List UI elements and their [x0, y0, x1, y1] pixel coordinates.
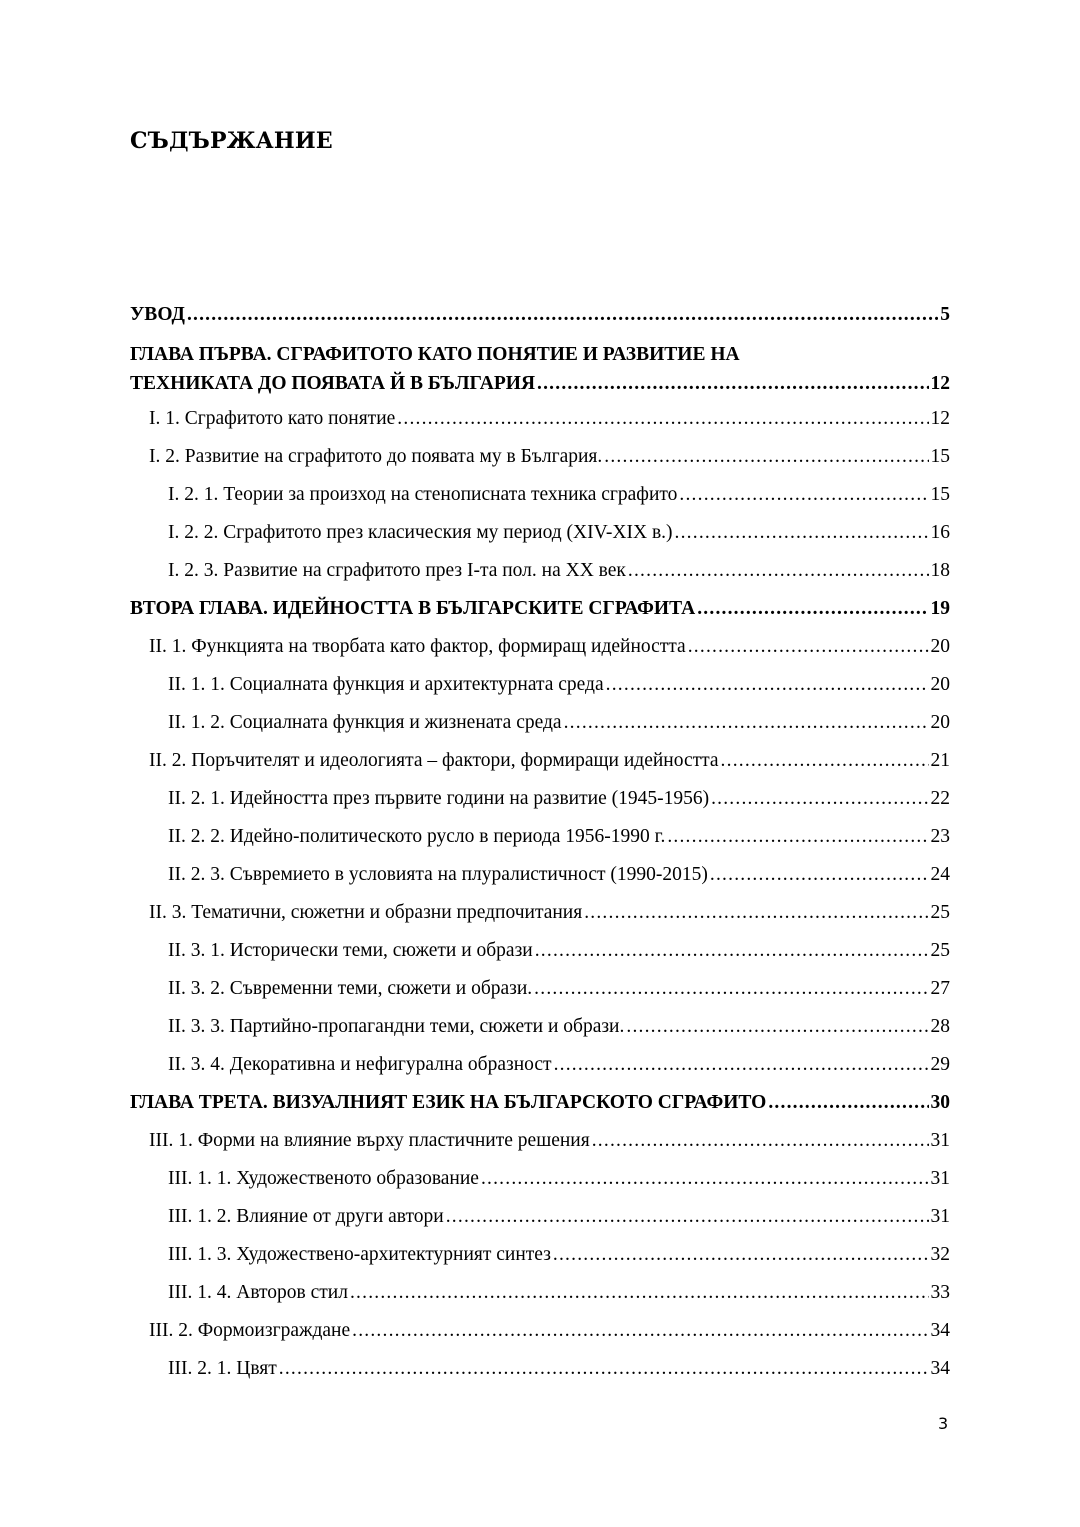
- toc-entry[interactable]: [130, 478, 950, 516]
- toc-entry-page: 28: [930, 1016, 950, 1037]
- toc-dot-leader: [350, 1276, 929, 1310]
- toc-entry-page: 34: [930, 1320, 950, 1341]
- toc-entry-chapter-2[interactable]: [130, 592, 950, 630]
- toc-entry-label: I. 2. 2. Сграфитото през класическия му период (XIV-XIX в.): [168, 522, 673, 543]
- toc-entry-label-line1: ГЛАВА ПЪРВА. СГРАФИТОТО КАТО ПОНЯТИЕ И РАЗВИТИЕ НА: [130, 344, 740, 365]
- toc-entry-label: III. 1. Форми на влияние върху пластичните решения: [149, 1130, 590, 1151]
- toc-dot-leader: [584, 896, 928, 930]
- toc-entry[interactable]: [130, 1314, 950, 1352]
- toc-entry-chapter-1[interactable]: [130, 336, 950, 402]
- toc-entry-label: II. 1. 1. Социалната функция и архитектурната среда: [168, 674, 604, 695]
- toc-entry[interactable]: [130, 934, 950, 972]
- toc-entry[interactable]: [130, 858, 950, 896]
- toc-dot-leader: [710, 858, 929, 892]
- toc-dot-leader: [675, 516, 929, 550]
- toc-entry-page: 30: [930, 1092, 950, 1113]
- toc-entry-label: II. 3. 1. Исторически теми, сюжети и образи: [168, 940, 533, 961]
- toc-dot-leader: [592, 1124, 929, 1158]
- toc-entry-label: III. 2. Формоизграждане: [149, 1320, 351, 1341]
- toc-dot-leader: [628, 554, 929, 588]
- toc-entry[interactable]: [130, 706, 950, 744]
- toc-entry[interactable]: [130, 1124, 950, 1162]
- toc-entry-page: 21: [930, 750, 950, 771]
- toc-entry[interactable]: [130, 1162, 950, 1200]
- toc-dot-leader: [606, 668, 929, 702]
- toc-dot-leader: [721, 744, 929, 778]
- toc-dot-leader: [667, 820, 928, 854]
- toc-entry-label: II. 2. 2. Идейно-политическото русло в периода 1956-1990 г.: [168, 826, 666, 847]
- toc-entry-label: III. 1. 1. Художественото образование: [168, 1168, 479, 1189]
- toc-entry-page: 31: [930, 1130, 950, 1151]
- toc-entry-intro[interactable]: [130, 298, 950, 336]
- toc-entry[interactable]: [130, 1010, 950, 1048]
- toc-dot-leader: [697, 592, 928, 626]
- toc-entry-page: 12: [930, 408, 950, 429]
- toc-dot-leader: [481, 1162, 929, 1196]
- toc-entry-label: II. 3. Тематични, сюжетни и образни предпочитания: [149, 902, 583, 923]
- toc-entry[interactable]: [130, 896, 950, 934]
- toc-entry[interactable]: [130, 820, 950, 858]
- toc-dot-leader: [554, 1048, 929, 1082]
- toc-entry-label: II. 3. 4. Декоративна и нефигурална образност: [168, 1054, 552, 1075]
- toc-entry-label-line2: ТЕХНИКАТА ДО ПОЯВАТА Й В БЪЛГАРИЯ: [130, 373, 536, 394]
- toc-entry-label: II. 3. 3. Партийно-пропагандни теми, сюжети и образи.: [168, 1016, 625, 1037]
- toc-entry-page: 34: [930, 1358, 950, 1379]
- toc-entry-page: 33: [930, 1282, 950, 1303]
- toc-entry-label: I. 2. 1. Теории за произход на стенописната техника сграфито: [168, 484, 678, 505]
- toc-entry-page: 31: [930, 1206, 950, 1227]
- toc-entry-page: 25: [930, 902, 950, 923]
- toc-dot-leader: [535, 934, 929, 968]
- toc-entry-label: II. 2. 3. Съвремието в условията на плуралистичност (1990-2015): [168, 864, 708, 885]
- toc-entry[interactable]: [130, 554, 950, 592]
- toc-entry-label: II. 1. Функцията на творбата като фактор, формиращ идейността: [149, 636, 686, 657]
- toc-entry-page: 18: [930, 560, 950, 581]
- toc-entry-page: 31: [930, 1168, 950, 1189]
- toc-dot-leader: [553, 1238, 929, 1272]
- toc-entry-page: 32: [930, 1244, 950, 1265]
- toc-entry-page: 15: [930, 484, 950, 505]
- toc-dot-leader: [352, 1314, 928, 1348]
- toc-entry-page: 16: [930, 522, 950, 543]
- toc-entry-page: 27: [930, 978, 950, 999]
- table-of-contents: [130, 298, 950, 1390]
- toc-dot-leader: [768, 1086, 928, 1120]
- toc-entry[interactable]: [130, 1276, 950, 1314]
- toc-entry[interactable]: [130, 402, 950, 440]
- toc-entry-label: ВТОРА ГЛАВА. ИДЕЙНОСТТА В БЪЛГАРСКИТЕ СГРАФИТА: [130, 598, 696, 619]
- toc-dot-leader: [187, 298, 938, 332]
- page-title: СЪДЪРЖАНИЕ: [130, 128, 333, 154]
- toc-entry-page: 15: [930, 446, 950, 467]
- toc-dot-leader: [604, 440, 928, 474]
- toc-entry-label: III. 1. 3. Художествено-архитектурният синтез: [168, 1244, 551, 1265]
- toc-entry[interactable]: [130, 668, 950, 706]
- toc-entry-label: II. 2. Поръчителят и идеологията – фактори, формиращи идейността: [149, 750, 719, 771]
- toc-entry[interactable]: [130, 1048, 950, 1086]
- toc-entry[interactable]: [130, 440, 950, 478]
- toc-entry-page: 20: [930, 712, 950, 733]
- toc-entry-page: 20: [930, 674, 950, 695]
- page-number: 3: [938, 1414, 949, 1433]
- toc-entry-page: 19: [930, 598, 950, 619]
- toc-entry-page: 29: [930, 1054, 950, 1075]
- toc-dot-leader: [446, 1200, 929, 1234]
- toc-entry-chapter-3[interactable]: [130, 1086, 950, 1124]
- toc-entry-label: I. 2. 3. Развитие на сграфитото през I-та пол. на XX век: [168, 560, 626, 581]
- toc-dot-leader: [688, 630, 929, 664]
- toc-dot-leader: [564, 706, 929, 740]
- toc-dot-leader: [711, 782, 928, 816]
- toc-entry-page: 25: [930, 940, 950, 961]
- toc-dot-leader: [679, 478, 928, 512]
- toc-entry-label: III. 1. 2. Влияние от други автори: [168, 1206, 444, 1227]
- toc-entry[interactable]: [130, 1200, 950, 1238]
- toc-entry-page: 5: [940, 304, 950, 325]
- toc-entry-label: II. 2. 1. Идейността през първите години на развитие (1945-1956): [168, 788, 710, 809]
- toc-entry[interactable]: [130, 782, 950, 820]
- toc-entry-label: I. 1. Сграфитото като понятие: [149, 408, 396, 429]
- toc-entry[interactable]: [130, 972, 950, 1010]
- toc-entry-label: III. 1. 4. Авторов стил: [168, 1282, 348, 1303]
- toc-dot-leader: [534, 972, 928, 1006]
- toc-entry[interactable]: [130, 516, 950, 554]
- toc-entry[interactable]: [130, 1238, 950, 1276]
- toc-entry-label: I. 2. Развитие на сграфитото до появата му в България.: [149, 446, 603, 467]
- toc-dot-leader: [397, 402, 928, 436]
- toc-entry-label: УВОД: [130, 304, 185, 325]
- toc-entry[interactable]: [130, 1352, 950, 1390]
- toc-entry-label: II. 1. 2. Социалната функция и жизнената среда: [168, 712, 562, 733]
- toc-dot-leader: [537, 369, 928, 398]
- toc-entry-page: 20: [930, 636, 950, 657]
- toc-entry-label: II. 3. 2. Съвременни теми, сюжети и образи.: [168, 978, 533, 999]
- toc-entry-page: 22: [930, 788, 950, 809]
- toc-dot-leader: [279, 1352, 929, 1386]
- toc-entry[interactable]: [130, 630, 950, 668]
- toc-entry-page: 12: [930, 373, 950, 394]
- toc-dot-leader: [626, 1010, 928, 1044]
- toc-entry-label: ГЛАВА ТРЕТА. ВИЗУАЛНИЯТ ЕЗИК НА БЪЛГАРСКОТО СГРАФИТО: [130, 1092, 767, 1113]
- toc-entry-page: 24: [930, 864, 950, 885]
- toc-entry[interactable]: [130, 744, 950, 782]
- toc-entry-label: III. 2. 1. Цвят: [168, 1358, 277, 1379]
- toc-entry-page: 23: [930, 826, 950, 847]
